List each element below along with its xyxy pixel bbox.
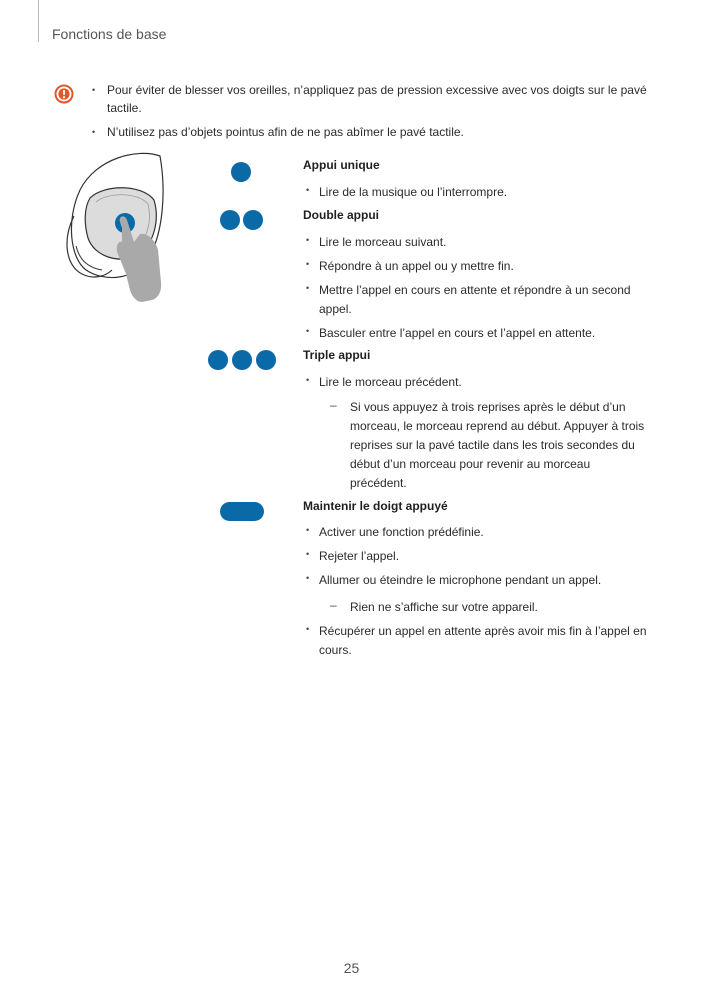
- double-tap-icon: [220, 210, 240, 230]
- section-title-tap-and-hold: Maintenir le doigt appuyé: [303, 499, 448, 513]
- bullet-icon: •: [306, 525, 310, 535]
- dash-icon: –: [330, 598, 337, 612]
- list-item: Activer une fonction prédéfinie.: [319, 525, 484, 539]
- sub-item: Rien ne s’affiche sur votre appareil.: [350, 600, 538, 614]
- bullet-icon: •: [306, 549, 310, 559]
- triple-tap-icon: [256, 350, 276, 370]
- tap-and-hold-icon: [220, 502, 264, 521]
- bullet-icon: •: [306, 573, 310, 583]
- list-item: Répondre à un appel ou y mettre fin.: [319, 259, 514, 273]
- list-item: Lire le morceau précédent.: [319, 375, 462, 389]
- list-item: Récupérer un appel en attente après avoir mis fin à l’appel en cours.: [319, 624, 647, 657]
- list-item: Rejeter l’appel.: [319, 549, 400, 563]
- caution-icon: [54, 84, 74, 104]
- triple-tap-icon: [208, 350, 228, 370]
- page-header-title: Fonctions de base: [52, 26, 167, 42]
- double-tap-icon: [243, 210, 263, 230]
- sub-item: Si vous appuyez à trois reprises après le début d’un morceau, le morceau reprend au début. Appuyer à trois reprises sur la pavé tactile dans les trois secondes du début d’un morceau pour revenir au morceau précédent.: [350, 400, 645, 490]
- caution-notes: [92, 81, 657, 147]
- list-item: Mettre l’appel en cours en attente et répondre à un second appel.: [319, 283, 631, 316]
- bullet-icon: •: [306, 283, 310, 293]
- bullet-icon: •: [306, 259, 310, 269]
- list-item: Allumer ou éteindre le microphone pendant un appel.: [319, 573, 602, 587]
- bullet-icon: •: [306, 235, 310, 245]
- page-number: 25: [343, 960, 360, 976]
- caution-note: • N’utilisez pas d’objets pointus afin de ne pas abîmer le pavé tactile.: [92, 123, 657, 141]
- list-item: Basculer entre l’appel en cours et l’appel en attente.: [319, 326, 596, 340]
- section-title-single-tap: Appui unique: [303, 158, 380, 172]
- header-rule: [38, 0, 39, 42]
- single-tap-icon: [231, 162, 251, 182]
- bullet-icon: •: [306, 624, 310, 634]
- section-title-double-tap: Double appui: [303, 208, 379, 222]
- dash-icon: –: [330, 398, 337, 412]
- earbud-touch-illustration: [62, 150, 182, 305]
- bullet-icon: •: [306, 326, 310, 336]
- list-item: Lire le morceau suivant.: [319, 235, 447, 249]
- bullet-icon: •: [306, 185, 310, 195]
- bullet-icon: •: [306, 375, 310, 385]
- caution-note: • Pour éviter de blesser vos oreilles, n’appliquez pas de pression excessive avec vos doigts sur le pavé tactile.: [92, 81, 657, 117]
- list-item: Lire de la musique ou l’interrompre.: [319, 185, 508, 199]
- section-title-triple-tap: Triple appui: [303, 348, 371, 362]
- triple-tap-icon: [232, 350, 252, 370]
